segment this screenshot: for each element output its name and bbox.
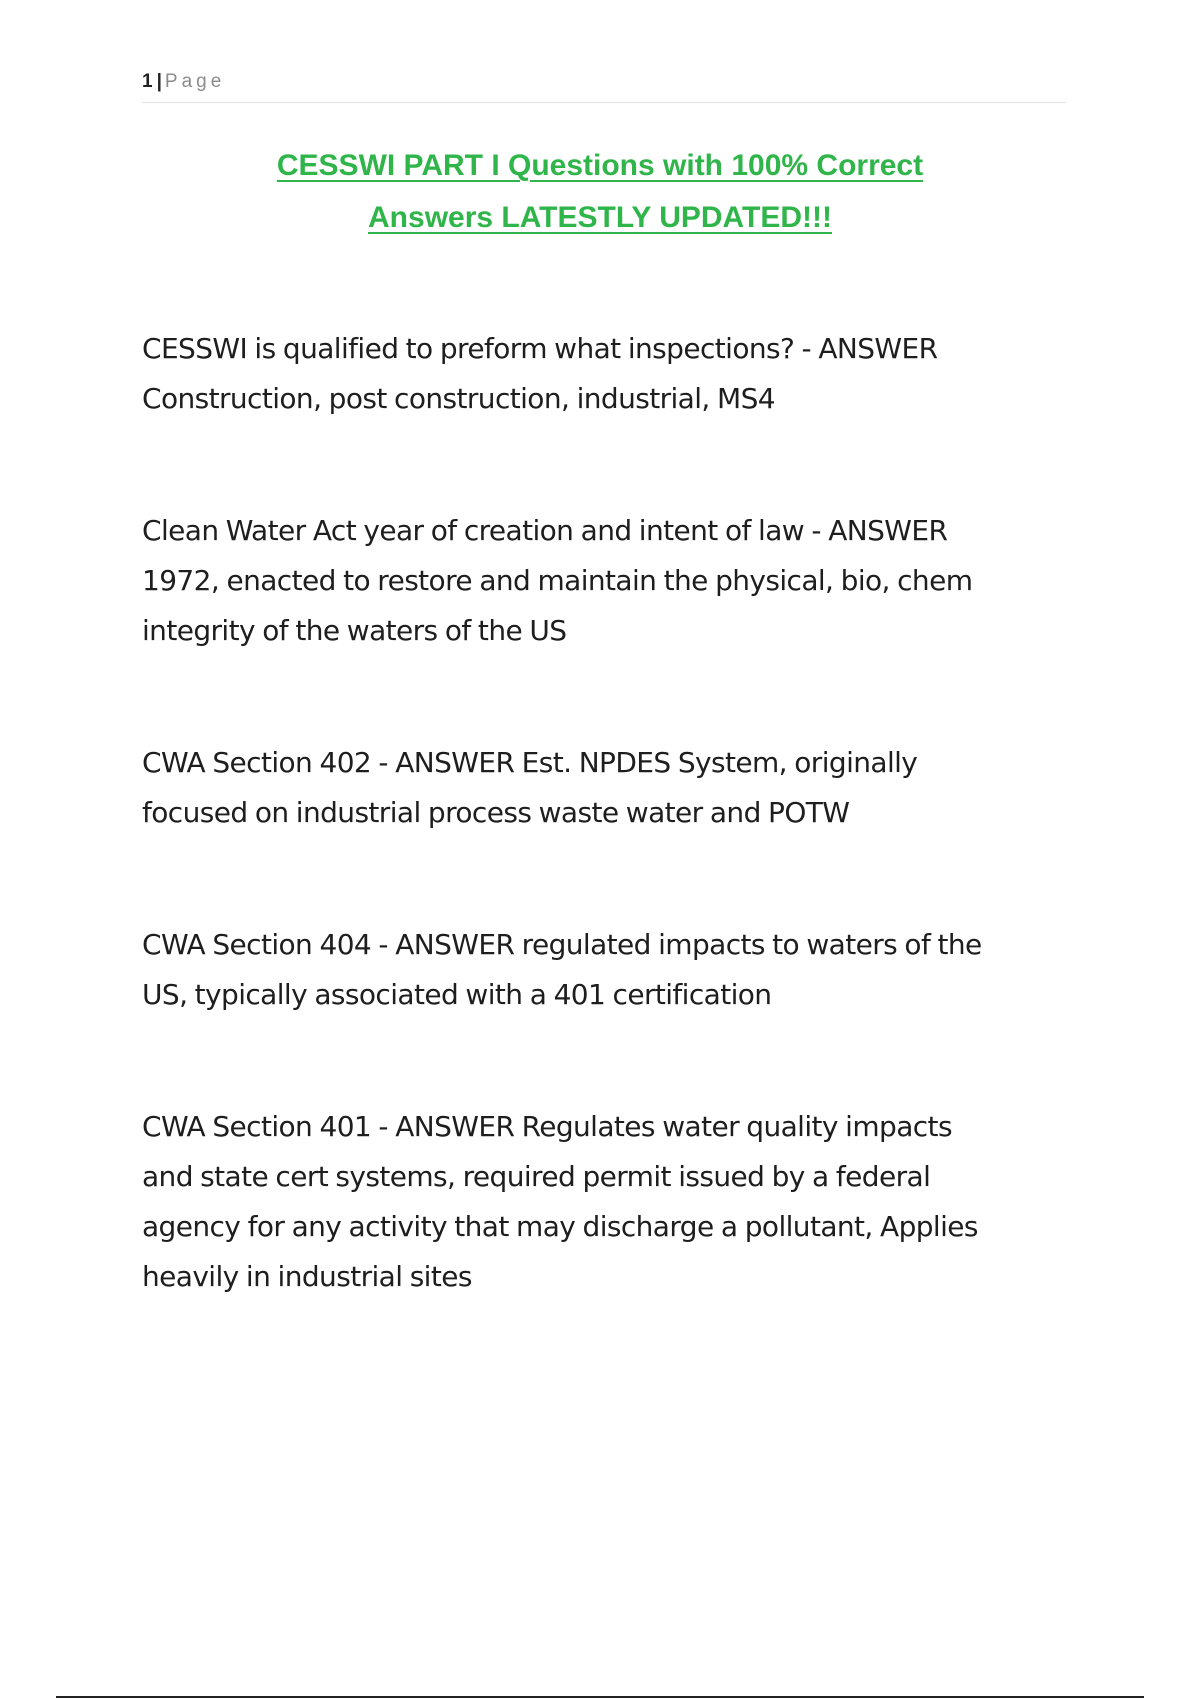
qa-line: US, typically associated with a 401 certification: [142, 978, 772, 1011]
title-line-2: [150, 192, 1050, 244]
qa-line: CWA Section 404 - ANSWER regulated impacts to waters of the: [142, 928, 982, 961]
qa-line: agency for any activity that may discharge a pollutant, Applies: [142, 1210, 978, 1243]
page-header: [142, 72, 1066, 103]
page-number: 1: [142, 71, 153, 92]
title-line-2-text: Answers LATESTLY UPDATED!!!: [368, 201, 832, 234]
page-separator: |: [156, 71, 162, 92]
qa-line: CESSWI is qualified to preform what inspections? - ANSWER: [142, 332, 938, 365]
document-title: [150, 140, 1050, 244]
qa-line: and state cert systems, required permit issued by a federal: [142, 1160, 931, 1193]
qa-line: Construction, post construction, industrial, MS4: [142, 382, 775, 415]
qa-line: CWA Section 401 - ANSWER Regulates water quality impacts: [142, 1110, 952, 1143]
qa-item-3: [142, 738, 1072, 838]
qa-line: heavily in industrial sites: [142, 1260, 472, 1293]
title-line-1-text: CESSWI PART I Questions with 100% Correct: [276, 149, 924, 182]
qa-item-5: [142, 1102, 1072, 1302]
page-label: Page: [164, 71, 226, 92]
qa-line: Clean Water Act year of creation and intent of law - ANSWER: [142, 514, 948, 547]
page-bottom-divider: [56, 1696, 1144, 1698]
qa-line: integrity of the waters of the US: [142, 614, 567, 647]
qa-line: CWA Section 402 - ANSWER Est. NPDES System, originally: [142, 746, 918, 779]
qa-line: focused on industrial process waste water and POTW: [142, 796, 850, 829]
qa-item-2: [142, 506, 1072, 656]
title-line-1: [150, 140, 1050, 192]
qa-item-1: [142, 324, 1072, 424]
qa-item-4: [142, 920, 1072, 1020]
qa-line: 1972, enacted to restore and maintain the physical, bio, chem: [142, 564, 973, 597]
qa-list: [142, 324, 1072, 1384]
